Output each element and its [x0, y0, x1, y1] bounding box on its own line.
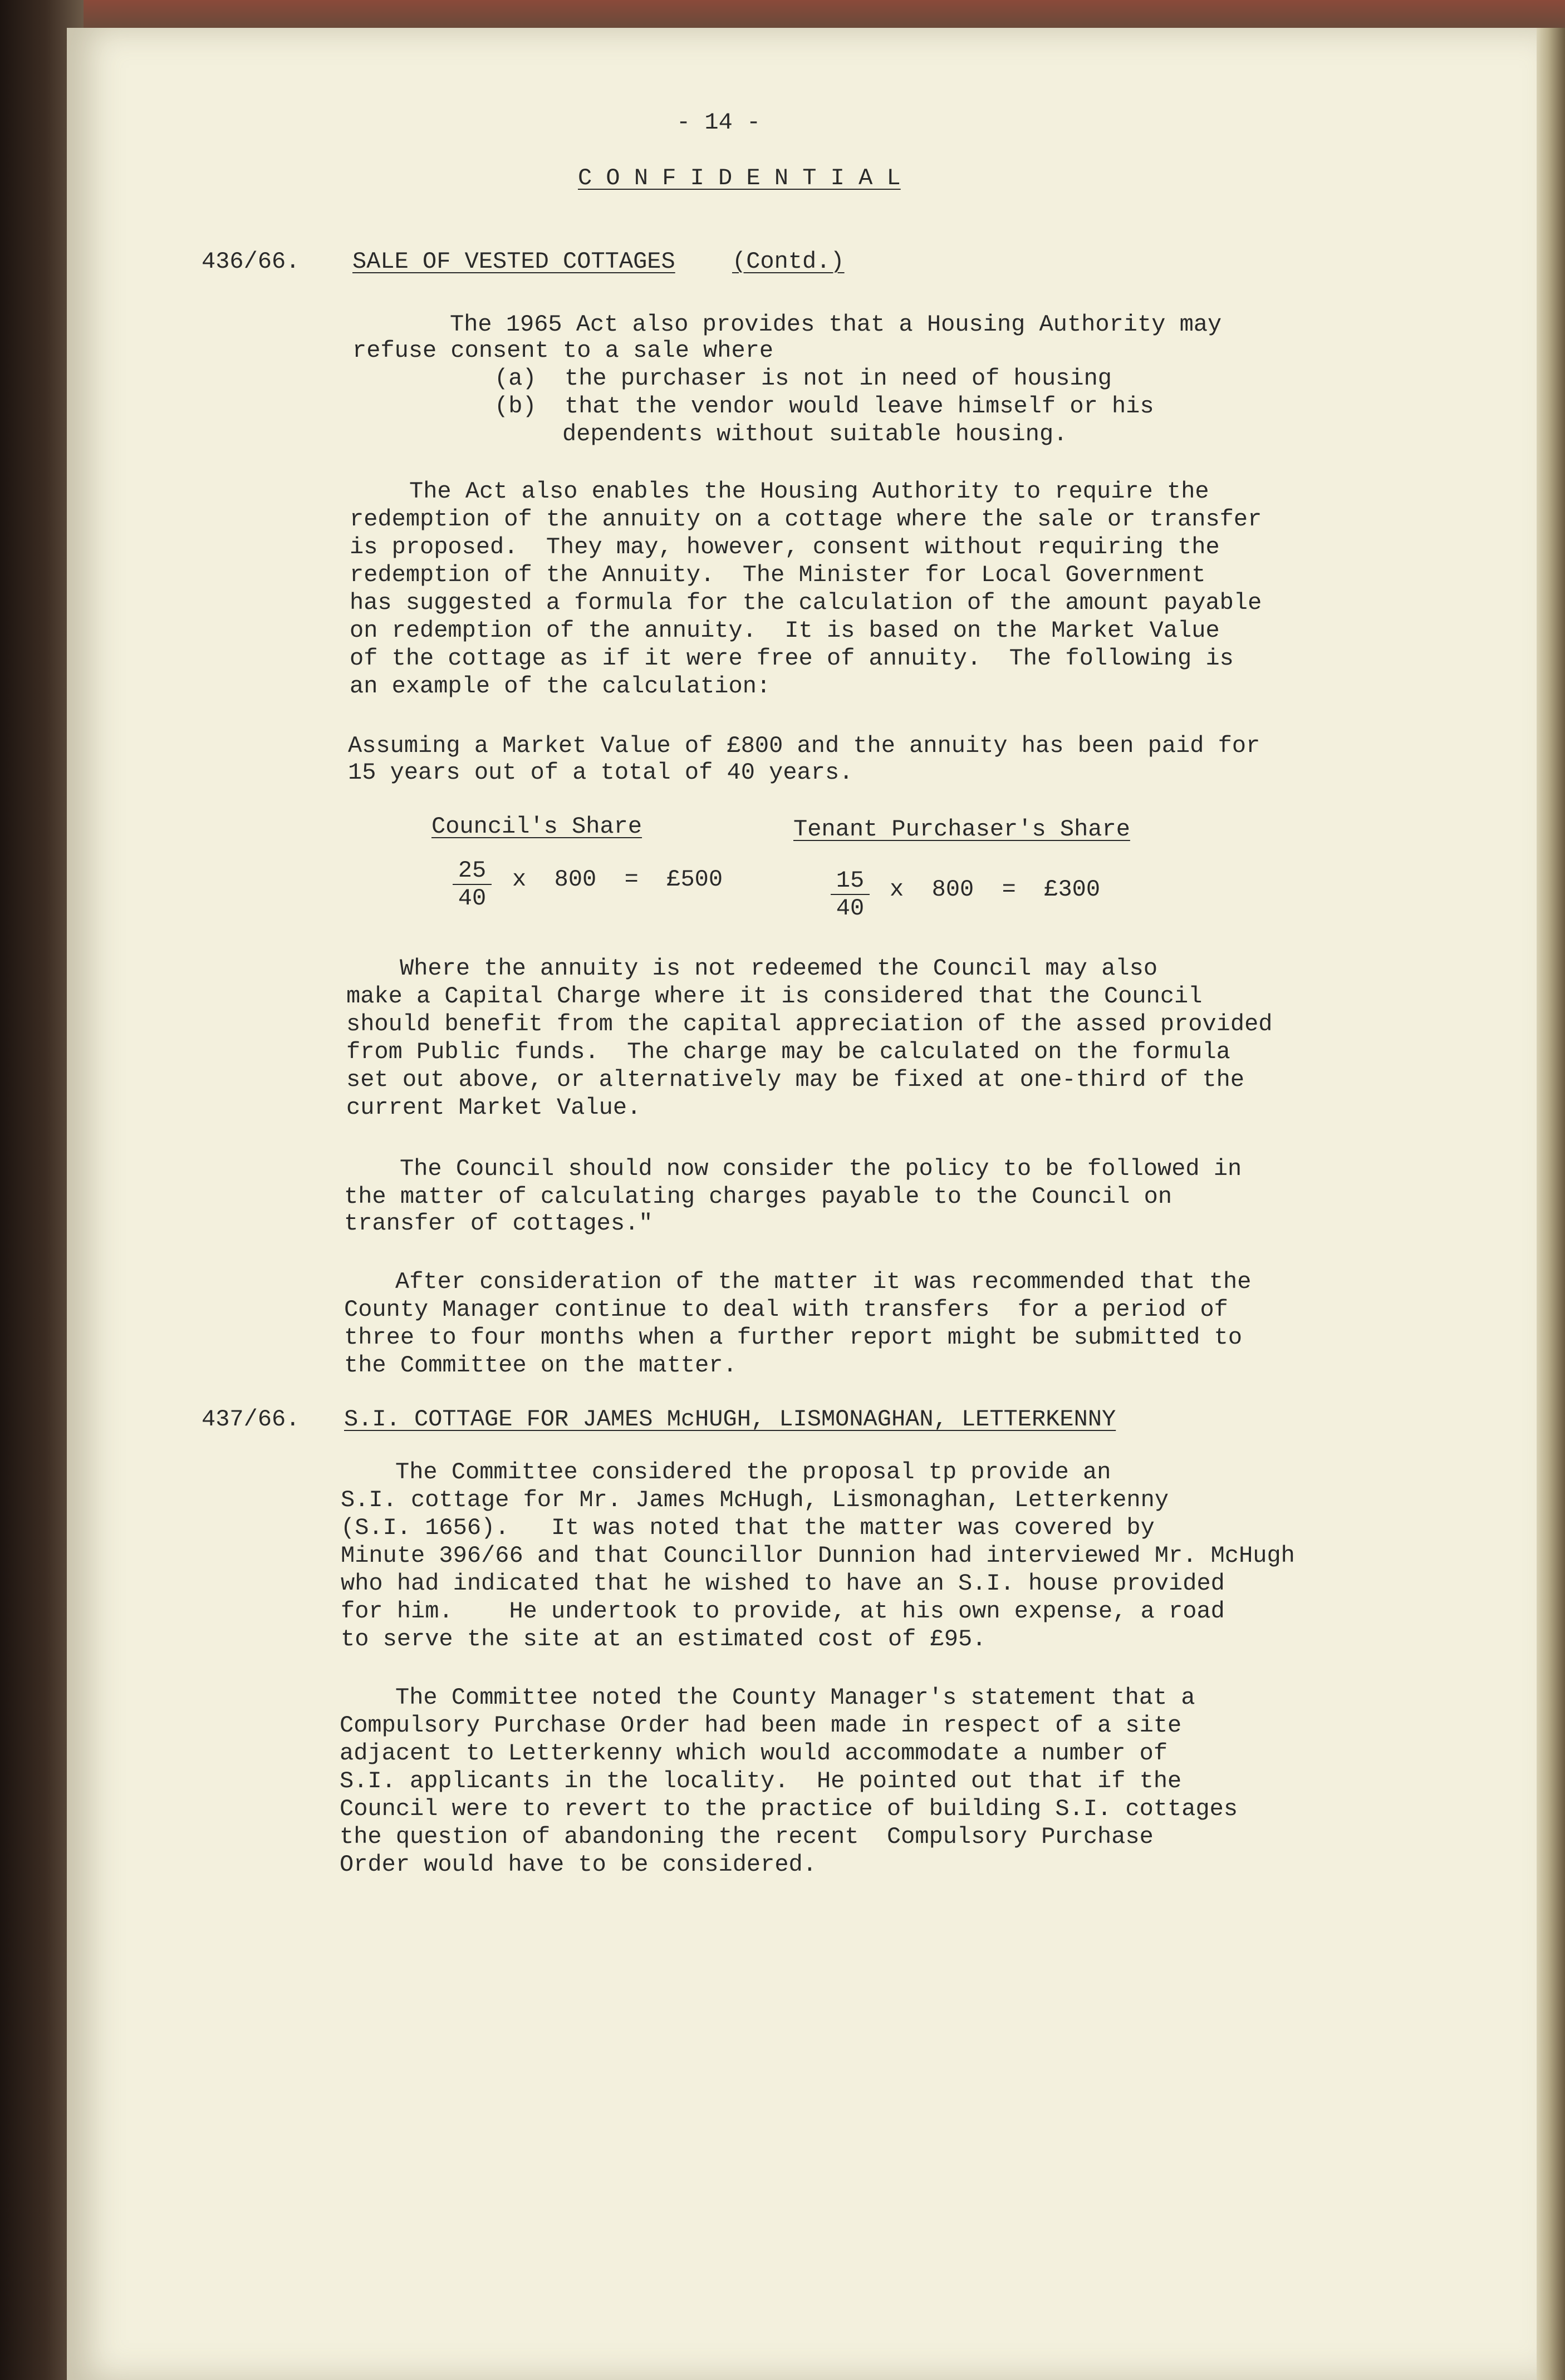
- fraction-denominator: 40: [836, 895, 865, 922]
- para-line: The Council should now consider the policy to be followed in: [400, 1155, 1242, 1182]
- para-line: (S.I. 1656). It was noted that the matter was covered by: [341, 1514, 1155, 1541]
- para-line: redemption of the Annuity. The Minister for Local Government: [350, 562, 1206, 588]
- minute-number-436: 436/66.: [202, 248, 300, 275]
- para-line: Order would have to be considered.: [340, 1851, 817, 1878]
- para-line: refuse consent to a sale where: [352, 337, 774, 364]
- para-line: three to four months when a further report might be submitted to: [344, 1324, 1243, 1351]
- para-line: the question of abandoning the recent Compulsory Purchase: [340, 1823, 1154, 1850]
- confidential-heading: C O N F I D E N T I A L: [578, 165, 901, 191]
- minute-title-suffix-436: (Contd.): [732, 248, 845, 275]
- para-line: (b) that the vendor would leave himself or his: [494, 393, 1154, 420]
- para-line: redemption of the annuity on a cottage where the sale or transfer: [350, 506, 1262, 533]
- para-line: The Act also enables the Housing Authority to require the: [409, 478, 1209, 505]
- minute-title-436: SALE OF VESTED COTTAGES: [352, 248, 675, 275]
- para-line: County Manager continue to deal with transfers for a period of: [344, 1296, 1228, 1323]
- para-line: adjacent to Letterkenny which would accommodate a number of: [340, 1740, 1168, 1767]
- fraction-numerator: 15: [831, 867, 870, 895]
- para-line: set out above, or alternatively may be fixed at one-third of the: [346, 1066, 1245, 1093]
- tenant-share-calculation: x 800 = £300: [890, 876, 1101, 903]
- council-share-calculation: x 800 = £500: [512, 866, 723, 893]
- para-line: The Committee noted the County Manager's statement that a: [395, 1684, 1195, 1711]
- minute-number-437: 437/66.: [202, 1406, 300, 1433]
- para-line: The 1965 Act also provides that a Housing Authority may: [450, 311, 1222, 338]
- para-line: from Public funds. The charge may be calculated on the formula: [346, 1039, 1230, 1065]
- para-line: S.I. cottage for Mr. James McHugh, Lismonaghan, Letterkenny: [341, 1487, 1169, 1513]
- para-line: Assuming a Market Value of £800 and the annuity has been paid for: [348, 732, 1260, 759]
- para-line: should benefit from the capital appreciation of the assed provided: [346, 1011, 1273, 1037]
- tenant-share-label: Tenant Purchaser's Share: [793, 816, 1130, 843]
- tenant-share-fraction: [831, 867, 870, 922]
- fraction-numerator: 25: [453, 857, 492, 885]
- para-line: S.I. applicants in the locality. He pointed out that if the: [340, 1768, 1182, 1794]
- para-line: who had indicated that he wished to have an S.I. house provided: [341, 1570, 1225, 1597]
- para-line: the matter of calculating charges payable to the Council on: [344, 1183, 1172, 1210]
- para-line: Where the annuity is not redeemed the Council may also: [400, 955, 1158, 982]
- top-edge: [84, 0, 1565, 28]
- para-line: dependents without suitable housing.: [562, 421, 1068, 448]
- para-line: The Committee considered the proposal tp provide an: [395, 1459, 1111, 1486]
- para-line: make a Capital Charge where it is considered that the Council: [346, 983, 1203, 1010]
- para-line: After consideration of the matter it was recommended that the: [395, 1268, 1252, 1295]
- para-line: Compulsory Purchase Order had been made in respect of a site: [340, 1712, 1182, 1739]
- para-line: on redemption of the annuity. It is based on the Market Value: [350, 617, 1220, 644]
- council-share-fraction: [453, 857, 492, 912]
- para-line: current Market Value.: [346, 1094, 641, 1121]
- para-line: the Committee on the matter.: [344, 1352, 737, 1379]
- para-line: Minute 396/66 and that Councillor Dunnion had interviewed Mr. McHugh: [341, 1542, 1295, 1569]
- para-line: (a) the purchaser is not in need of housing: [494, 365, 1112, 392]
- page-edge: [1537, 28, 1565, 2380]
- para-line: of the cottage as if it were free of annuity. The following is: [350, 645, 1234, 672]
- page-number: - 14 -: [676, 109, 761, 136]
- para-line: is proposed. They may, however, consent without requiring the: [350, 534, 1220, 560]
- para-line: has suggested a formula for the calculation of the amount payable: [350, 589, 1262, 616]
- fraction-denominator: 40: [458, 885, 487, 912]
- para-line: an example of the calculation:: [350, 673, 771, 700]
- minute-title-437: S.I. COTTAGE FOR JAMES McHUGH, LISMONAGHAN, LETTERKENNY: [344, 1406, 1116, 1433]
- para-line: for him. He undertook to provide, at his own expense, a road: [341, 1598, 1225, 1625]
- council-share-label: Council's Share: [431, 813, 642, 840]
- para-line: 15 years out of a total of 40 years.: [348, 759, 853, 786]
- para-line: Council were to revert to the practice of building S.I. cottages: [340, 1796, 1238, 1822]
- para-line: transfer of cottages.": [344, 1210, 653, 1237]
- para-line: to serve the site at an estimated cost of £95.: [341, 1626, 987, 1653]
